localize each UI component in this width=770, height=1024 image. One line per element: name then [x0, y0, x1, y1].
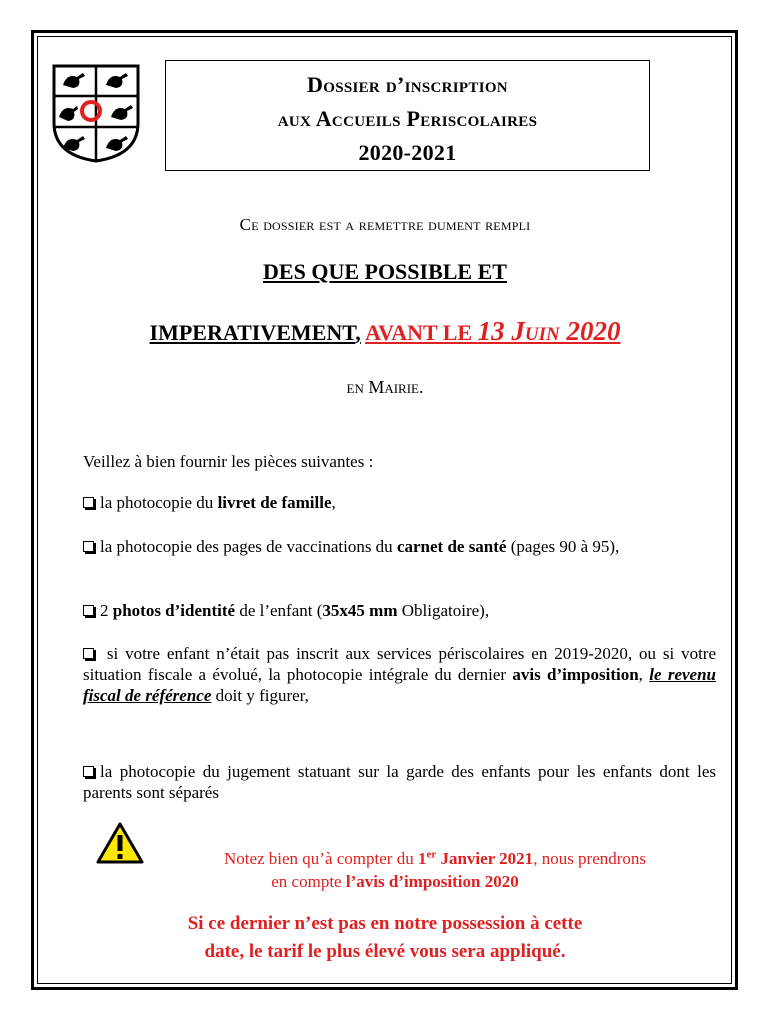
intro-line-3: IMPERATIVEMENT, AVANT LE 13 Juin 2020 — [149, 316, 621, 346]
imperativement-text: IMPERATIVEMENT — [149, 320, 356, 345]
title-line-2: aux Accueils Periscolaires — [277, 106, 538, 131]
list-item: 2 photos d’identité de l’enfant (35x45 mm Obligatoire), — [83, 600, 716, 621]
deadline-text: AVANT LE 13 Juin 2020 — [365, 316, 621, 346]
final-warning: Si ce dernier n’est pas en notre possession à cette date, le tarif le plus élevé vous sera appliqué. — [187, 913, 583, 962]
title-year: 2020-2021 — [358, 140, 457, 165]
checkbox-icon — [83, 766, 94, 777]
intro-line-4: en Mairie. — [346, 377, 424, 397]
revenu-fiscal-text: le revenu fiscal de référence — [83, 665, 716, 705]
title-box — [165, 60, 650, 171]
checkbox-icon — [83, 541, 94, 552]
notice-text: Notez bien qu’à compter du 1er Janvier 2021, nous prendrons en compte l’avis d’imposition 2020 — [223, 848, 647, 891]
list-item: la photocopie du livret de famille, — [83, 492, 716, 513]
title-line-1: Dossier d’inscription — [307, 72, 508, 97]
warning-triangle-icon — [96, 822, 144, 864]
intro-line-1: Ce dossier est a remettre dument rempli — [239, 215, 531, 234]
list-item: si votre enfant n’était pas inscrit aux services périscolaires en 2019-2020, ou si votre situation fiscale a évolué, la photocopie intégrale du dernier avis d’imposition, le revenu fiscal de référence doit y figurer, — [83, 644, 716, 705]
checkbox-icon — [83, 648, 94, 659]
intro-line-2: DES QUE POSSIBLE ET — [263, 259, 507, 284]
coat-of-arms-icon — [51, 63, 141, 163]
pieces-heading: Veillez à bien fournir les pièces suivantes : — [83, 452, 374, 471]
checkbox-icon — [83, 497, 94, 508]
checkbox-icon — [83, 605, 94, 616]
list-item: la photocopie des pages de vaccinations du carnet de santé (pages 90 à 95), — [83, 536, 716, 557]
list-item: la photocopie du jugement statuant sur la garde des enfants pour les enfants dont les parents sont séparés — [83, 762, 716, 802]
deadline-date: 13 Juin 2020 — [477, 316, 621, 346]
